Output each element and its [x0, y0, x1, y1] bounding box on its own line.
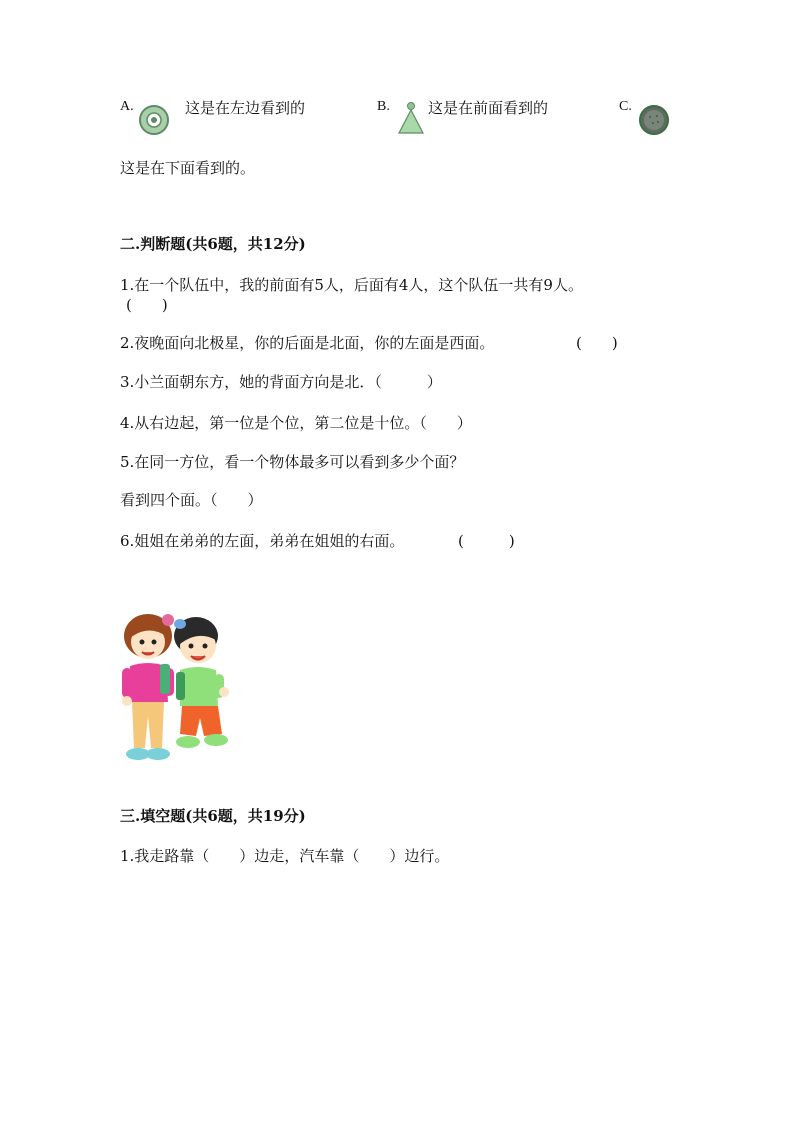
option-c-letter: C.: [619, 99, 632, 114]
boy-figure: [174, 617, 229, 748]
two-children-illustration: [118, 606, 242, 766]
dotted-disc-icon: [638, 104, 670, 136]
question-3-1: 1.我走路靠（ ）边走，汽车靠（ ）边行。: [120, 847, 450, 865]
question-2-2: 2.夜晚面向北极星，你的后面是北面，你的左面是西面。: [120, 334, 495, 352]
section3-title: 三.填空题(共6题，共19分): [120, 807, 306, 825]
section2-title: 二.判断题(共6题，共12分): [120, 235, 306, 253]
option-b-letter: B.: [377, 99, 390, 114]
option-a-text: 这是在左边看到的: [185, 99, 306, 117]
question-2-6-answer-bracket[interactable]: ( ): [458, 532, 515, 550]
question-2-6: 6.姐姐在弟弟的左面，弟弟在姐姐的右面。: [120, 532, 405, 550]
option-tail-text: 这是在下面看到的。: [120, 159, 256, 177]
question-2-2-answer-bracket[interactable]: ( ): [576, 334, 618, 352]
option-b-text: 这是在前面看到的: [428, 99, 549, 117]
question-2-3: 3.小兰面朝东方，她的背面方向是北．（ ）: [120, 373, 442, 391]
girl-figure: [122, 614, 174, 760]
cone-icon: [396, 100, 426, 136]
question-2-1: 1.在一个队伍中，我的前面有5人，后面有4人，这个队伍一共有9人。: [120, 276, 583, 294]
question-2-1-answer-bracket[interactable]: ( ): [126, 296, 168, 314]
question-2-4: 4.从右边起，第一位是个位，第二位是十位。（ ）: [120, 414, 472, 432]
option-a-letter: A.: [120, 99, 134, 114]
ring-circle-icon: [138, 104, 170, 136]
question-2-5-answer: 看到四个面。（ ）: [120, 491, 263, 509]
question-2-5: 5.在同一方位，看一个物体最多可以看到多少个面？: [120, 453, 465, 471]
